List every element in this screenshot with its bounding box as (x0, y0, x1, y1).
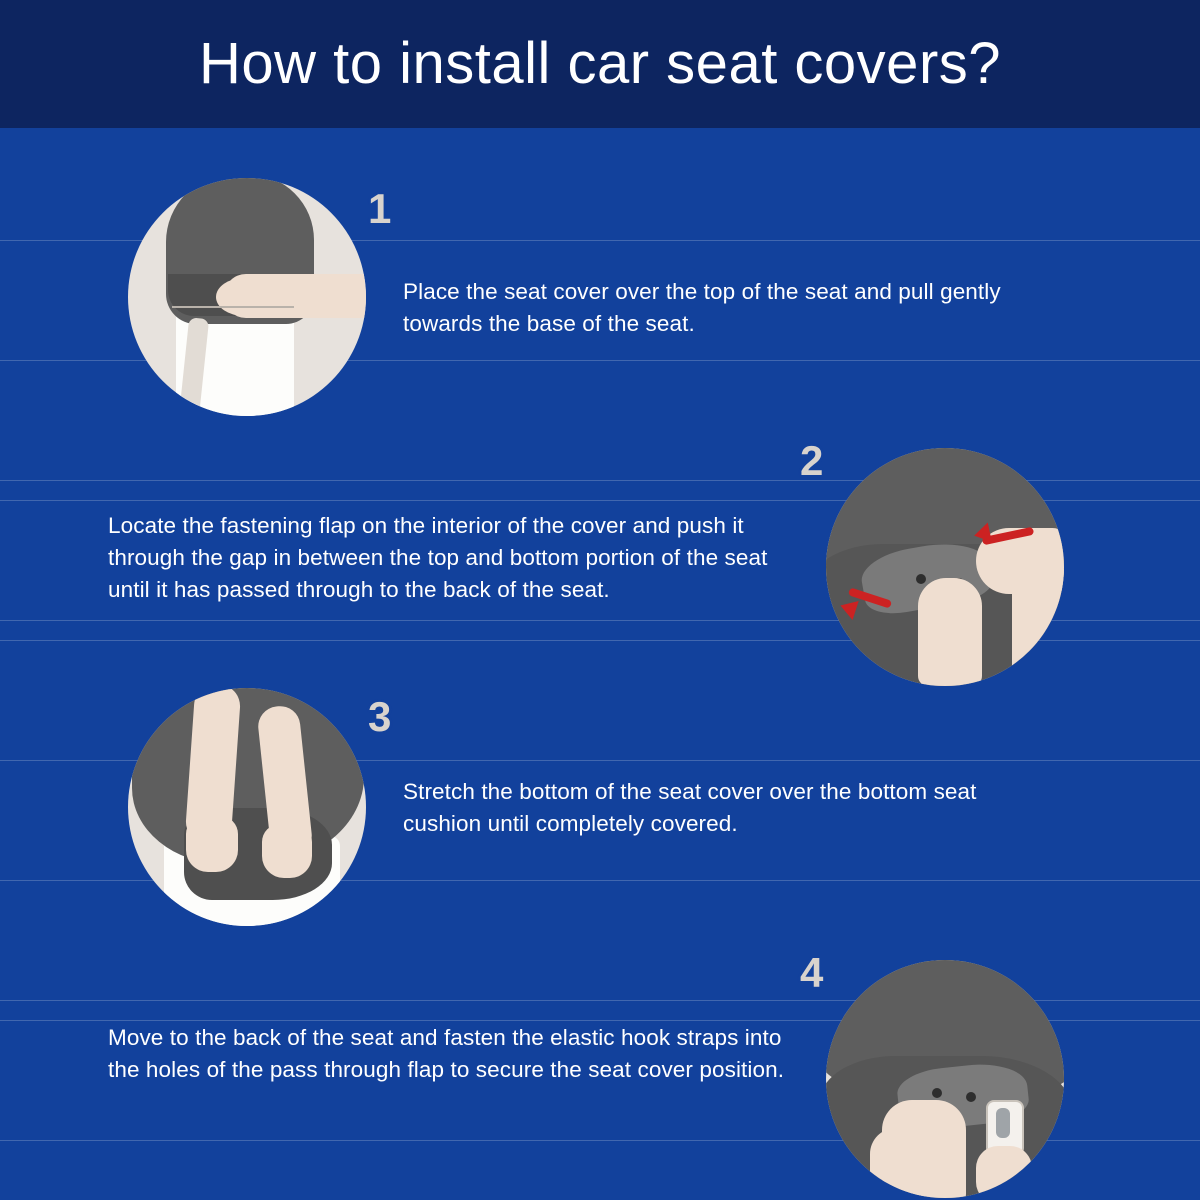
step-2-number: 2 (800, 437, 824, 484)
step-1-illustration (128, 178, 366, 416)
step-1-text: Place the seat cover over the top of the seat and pull gently towards the base of the seat. (403, 279, 1001, 336)
step-4-illustration (826, 960, 1064, 1198)
step-4-text: Move to the back of the seat and fasten the elastic hook straps into the holes of the pass through flap to secure the seat cover position. (108, 1025, 785, 1082)
step-3-text: Stretch the bottom of the seat cover over the bottom seat cushion until completely covered. (403, 779, 977, 836)
steps-container (0, 128, 1200, 1200)
step-1-number: 1 (368, 185, 392, 232)
step-3-number: 3 (368, 693, 392, 740)
page-title: How to install car seat covers? (198, 31, 1002, 96)
step-3-illustration (128, 688, 366, 926)
step-4-number: 4 (800, 949, 824, 996)
step-2-illustration (826, 448, 1064, 686)
header-banner (0, 0, 1200, 128)
step-2-text: Locate the fastening flap on the interior of the cover and push it through the gap in between the top and bottom portion of the seat until it has passed through to the back of the seat. (108, 513, 768, 602)
